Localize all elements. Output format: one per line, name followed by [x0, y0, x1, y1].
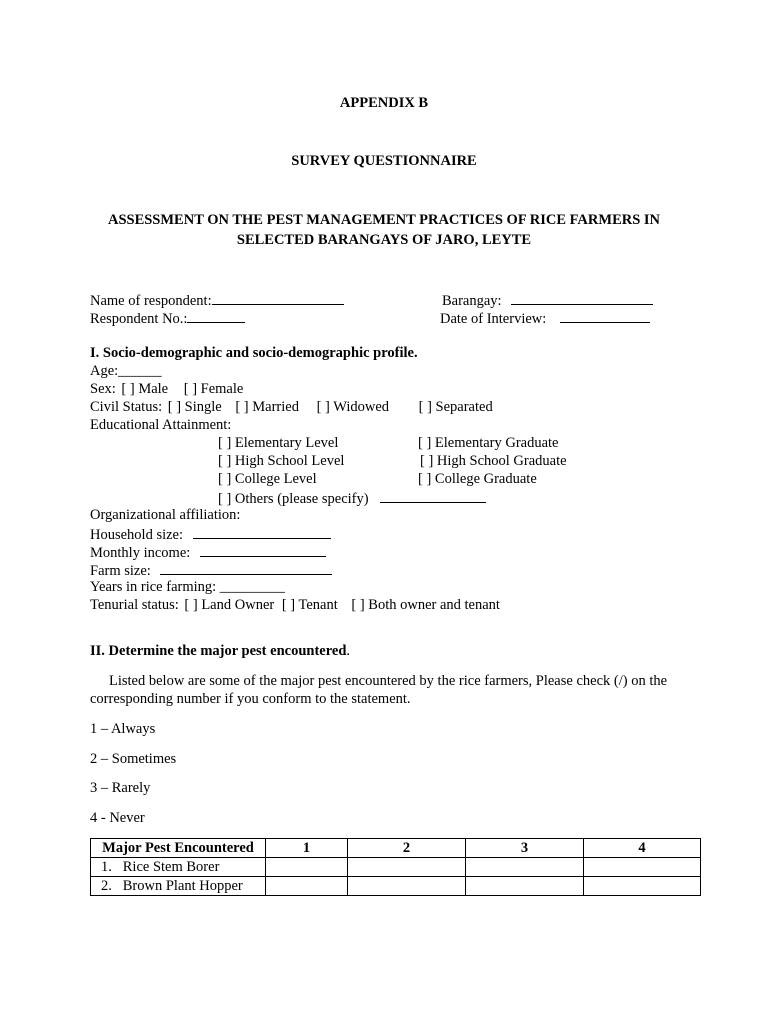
document-subtitle-line2: SELECTED BARANGAYS OF JARO, LEYTE: [236, 232, 532, 248]
section2-heading-period: .: [346, 643, 351, 659]
civil-separated-option[interactable]: [ ] Separated: [418, 399, 493, 415]
pest-name-cell: [91, 877, 266, 896]
respondent-number-row: [90, 308, 245, 328]
edu-college-level-option[interactable]: [ ] College Level: [218, 471, 317, 487]
edu-elementary-level-option[interactable]: [ ] Elementary Level: [218, 435, 339, 451]
edu-college-graduate-option[interactable]: [ ] College Graduate: [418, 471, 537, 487]
table-row: [91, 858, 701, 877]
respondent-name-blank[interactable]: [212, 290, 344, 305]
interview-date-label: Date of Interview:: [440, 311, 547, 327]
sex-female-option[interactable]: [ ] Female: [183, 381, 244, 397]
scale-item-rarely: 3 – Rarely: [90, 780, 151, 796]
years-farming-field[interactable]: Years in rice farming: _________: [90, 579, 286, 595]
scale-item-never: 4 - Never: [90, 810, 145, 826]
tenurial-both-option[interactable]: [ ] Both owner and tenant: [351, 597, 500, 613]
section1-heading: I. Socio-demographic and socio-demographic profile.: [90, 345, 418, 361]
pest-name-cell: [91, 858, 266, 877]
civil-single-option[interactable]: [ ] Single: [167, 399, 222, 415]
education-label: Educational Attainment:: [90, 417, 232, 433]
civil-widowed-option[interactable]: [ ] Widowed: [316, 399, 390, 415]
major-pest-table: [90, 838, 701, 896]
tenurial-owner-option[interactable]: [ ] Land Owner: [184, 597, 275, 613]
appendix-label: APPENDIX B: [339, 95, 429, 111]
scale-item-sometimes: 2 – Sometimes: [90, 751, 177, 767]
sex-label: Sex:: [90, 381, 116, 397]
farm-size-row: [90, 560, 332, 580]
civil-married-option[interactable]: [ ] Married: [235, 399, 299, 415]
tenurial-tenant-option[interactable]: [ ] Tenant: [281, 597, 338, 613]
rating-cell-3[interactable]: [466, 877, 584, 896]
pest-number: 1.: [101, 859, 112, 875]
barangay-blank[interactable]: [511, 290, 653, 305]
tenurial-status-row: [90, 596, 500, 614]
sex-male-option[interactable]: [ ] Male: [121, 381, 169, 397]
household-size-row: [90, 524, 331, 544]
rating-cell-4[interactable]: [584, 877, 701, 896]
sex-row: [90, 380, 243, 398]
civil-status-label: Civil Status:: [90, 399, 163, 415]
table-row: [91, 877, 701, 896]
section2-heading-text: II. Determine the major pest encountered: [90, 643, 347, 659]
rating-cell-4[interactable]: [584, 858, 701, 877]
rating-cell-2[interactable]: [348, 877, 466, 896]
rating-cell-1[interactable]: [266, 858, 348, 877]
interview-date-row: [440, 308, 650, 328]
header-sometimes: 2: [348, 839, 466, 858]
header-rarely: 3: [466, 839, 584, 858]
document-subtitle-line1: ASSESSMENT ON THE PEST MANAGEMENT PRACTICES OF RICE FARMERS IN: [107, 212, 661, 228]
monthly-income-row: [90, 542, 326, 562]
edu-highschool-graduate-option[interactable]: [ ] High School Graduate: [420, 453, 567, 469]
edu-highschool-level-option[interactable]: [ ] High School Level: [218, 453, 345, 469]
document-title: SURVEY QUESTIONNAIRE: [291, 153, 477, 169]
org-affiliation-label: Organizational affiliation:: [90, 507, 241, 523]
tenurial-status-label: Tenurial status:: [90, 597, 179, 613]
monthly-income-blank[interactable]: [200, 542, 326, 557]
edu-others-blank[interactable]: [380, 488, 486, 503]
scale-item-always: 1 – Always: [90, 721, 156, 737]
household-size-label: Household size:: [90, 527, 184, 543]
respondent-number-blank[interactable]: [187, 308, 245, 323]
header-always: 1: [266, 839, 348, 858]
farm-size-label: Farm size:: [90, 563, 151, 579]
household-size-blank[interactable]: [193, 524, 331, 539]
rating-cell-3[interactable]: [466, 858, 584, 877]
farm-size-blank[interactable]: [160, 560, 332, 575]
edu-others-option[interactable]: [ ] Others (please specify): [218, 491, 369, 507]
respondent-name-label: Name of respondent:: [90, 293, 212, 309]
barangay-row: [442, 290, 653, 310]
table-header-row: [91, 839, 701, 858]
rating-cell-2[interactable]: [348, 858, 466, 877]
pest-name: Brown Plant Hopper: [122, 878, 243, 894]
respondent-number-label: Respondent No.:: [90, 311, 188, 327]
monthly-income-label: Monthly income:: [90, 545, 191, 561]
pest-name: Rice Stem Borer: [122, 859, 220, 875]
age-field[interactable]: Age:______: [90, 363, 162, 379]
pest-number: 2.: [101, 878, 112, 894]
interview-date-blank[interactable]: [560, 308, 650, 323]
edu-others-row: [218, 488, 486, 508]
barangay-label: Barangay:: [442, 293, 502, 309]
header-major-pest: Major Pest Encountered: [91, 839, 266, 858]
respondent-name-row: [90, 290, 344, 310]
edu-elementary-graduate-option[interactable]: [ ] Elementary Graduate: [418, 435, 559, 451]
instruction-line1: Listed below are some of the major pest encountered by the rice farmers, Please check (/) on the: [109, 673, 668, 689]
rating-cell-1[interactable]: [266, 877, 348, 896]
section2-heading: [90, 642, 350, 660]
instruction-line2: corresponding number if you conform to the statement.: [90, 691, 411, 707]
header-never: 4: [584, 839, 701, 858]
civil-status-row: [90, 398, 493, 416]
